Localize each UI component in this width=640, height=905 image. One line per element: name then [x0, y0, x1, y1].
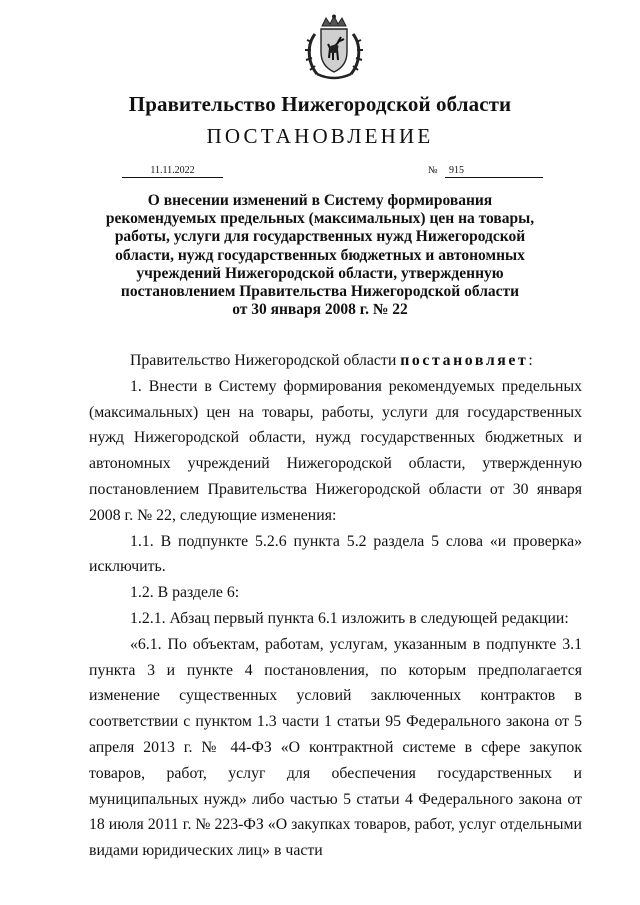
- subject-line: работы, услуги для государственных нужд Нижегородской: [114, 228, 526, 246]
- coat-of-arms-icon: [303, 14, 365, 82]
- subject-line: рекомендуемых предельных (максимальных) цен на товары,: [105, 210, 535, 228]
- document-date: 11.11.2022: [122, 165, 223, 178]
- document-number: 915: [445, 165, 543, 178]
- number-label: №: [428, 165, 438, 176]
- document-body: [89, 348, 582, 864]
- paragraph: 1.2. В разделе 6:: [130, 584, 240, 602]
- paragraph: 1. Внести в Систему формирования рекомендуемых предельных (максимальных) цен на товары, работы, услуги для государственных нужд Нижегородской области, нужд государственных бюджетных и автономных учреждений Нижегородской области, утвержденную постановлением Правительства Нижегородской области от 30 января 2008 г. № 22, следующие изменения:: [89, 377, 582, 524]
- intro-keyword: постановляет: [400, 352, 529, 369]
- intro-paragraph: [89, 348, 582, 374]
- subject-line: от 30 января 2008 г. № 22: [232, 301, 408, 319]
- document-subject: [100, 192, 540, 319]
- subject-line: О внесении изменений в Систему формирования: [147, 192, 493, 209]
- paragraph: 1.1. В подпункте 5.2.6 пункта 5.2 раздела 5 слова «и проверка» исключить.: [89, 532, 582, 576]
- intro-end: :: [528, 352, 533, 369]
- subject-line: постановлением Правительства Нижегородской области: [120, 283, 520, 301]
- document-type: ПОСТАНОВЛЕНИЕ: [206, 124, 434, 148]
- organization-title: Правительство Нижегородской области: [128, 92, 512, 116]
- paragraph: «6.1. По объектам, работам, услугам, указанным в подпункте 3.1 пункта 3 и пункте 4 постановления, по которым предполагается изменение существенных условий заключенных контрактов в соответствии с пунктом 1.3 части 1 статьи 95 Федерального закона от 5 апреля 2013 г. № 44-ФЗ «О контрактной системе в сфере закупок товаров, работ, услуг для обеспечения государственных и муниципальных нужд» либо частью 5 статьи 4 Федерального закона от 18 июля 2011 г. № 223-ФЗ «О закупках товаров, работ, услуг отдельными видами юридических лиц» в части: [89, 635, 582, 860]
- intro-lead: Правительство Нижегородской области: [130, 352, 401, 369]
- paragraph: 1.2.1. Абзац первый пункта 6.1 изложить в следующей редакции:: [130, 609, 569, 627]
- subject-line: учреждений Нижегородской области, утвержденную: [136, 264, 504, 282]
- subject-line: области, нужд государственных бюджетных и автономных: [115, 246, 525, 264]
